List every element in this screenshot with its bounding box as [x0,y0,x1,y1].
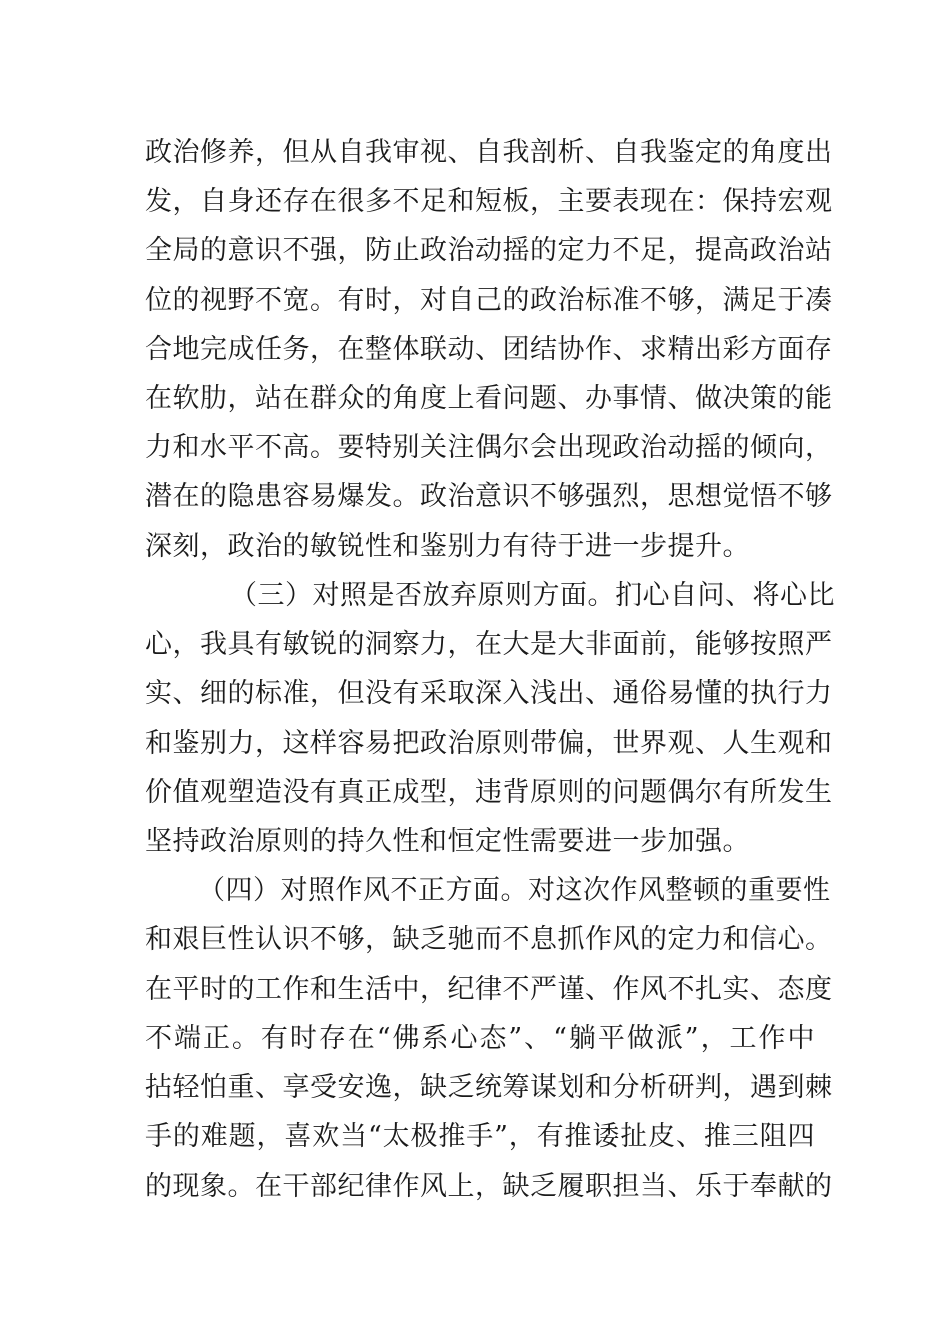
section-heading-line: （三）对照是否放弃原则方面。扪心自问、将心比 [230,580,835,611]
text-line: 在平时的工作和生活中，纪律不严谨、作风不扎实、态度 [145,974,833,1005]
text-line: 的现象。在干部纪律作风上，缺乏履职担当、乐于奉献的 [145,1171,833,1202]
text-line: 合地完成任务，在整体联动、团结协作、求精出彩方面存 [145,334,833,365]
text-line: 坚持政治原则的持久性和恒定性需要进一步加强。 [145,826,750,857]
text-line: 拈轻怕重、享受安逸，缺乏统筹谋划和分析研判，遇到棘 [145,1072,833,1103]
text-line: 位的视野不宽。有时，对自己的政治标准不够，满足于凑 [145,285,833,316]
text-line: 在软肋，站在群众的角度上看问题、办事情、做决策的能 [145,383,833,414]
text-line: 价值观塑造没有真正成型，违背原则的问题偶尔有所发生 [145,777,833,808]
text-line: 和艰巨性认识不够，缺乏驰而不息抓作风的定力和信心。 [145,924,833,955]
text-line: 力和水平不高。要特别关注偶尔会出现政治动摇的倾向， [145,432,833,463]
text-line: 不端正。有时存在“佛系心态”、“躺平做派”，工作中 [145,1023,815,1054]
text-line: 潜在的隐患容易爆发。政治意识不够强烈，思想觉悟不够 [145,481,833,512]
section-heading-line: （四）对照作风不正方面。对这次作风整顿的重要性 [198,875,831,906]
text-line: 发，自身还存在很多不足和短板，主要表现在：保持宏观 [145,186,833,217]
text-line: 和鉴别力，这样容易把政治原则带偏，世界观、人生观和 [145,728,833,759]
text-line: 政治修养，但从自我审视、自我剖析、自我鉴定的角度出 [145,137,833,168]
text-line: 实、细的标准，但没有采取深入浅出、通俗易懂的执行力 [145,678,833,709]
text-line: 深刻，政治的敏锐性和鉴别力有待于进一步提升。 [145,531,750,562]
text-line: 全局的意识不强，防止政治动摇的定力不足，提高政治站 [145,235,833,266]
text-line: 心，我具有敏锐的洞察力，在大是大非面前，能够按照严 [145,629,833,660]
text-line: 手的难题，喜欢当“太极推手”，有推诿扯皮、推三阻四 [145,1121,815,1152]
